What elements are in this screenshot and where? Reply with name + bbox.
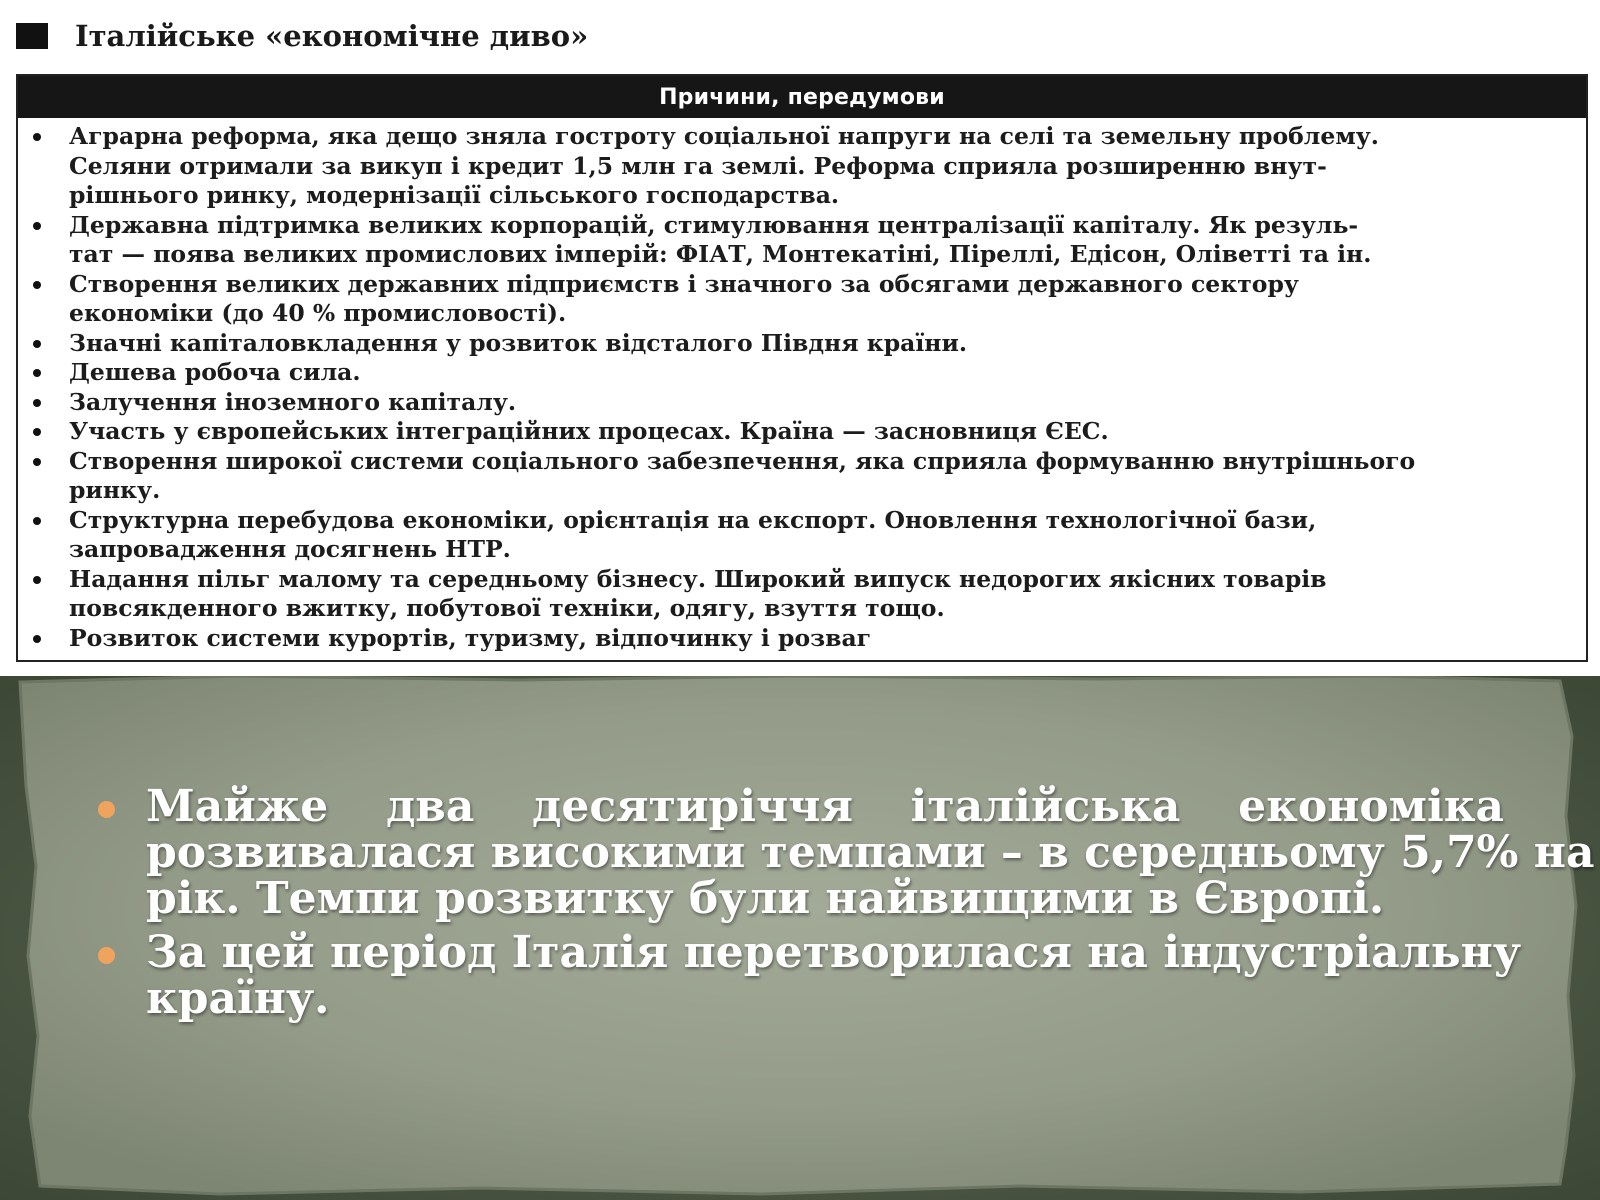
slide-bullet-text (146, 781, 1595, 924)
slide-bullet-list (96, 781, 1595, 1030)
slide-bullet-line: Майже два десятиріччя італійська економіка (146, 781, 1504, 832)
cause-list-item (18, 624, 1578, 654)
cause-line: тат — поява великих промислових імперій: ФІАТ, Монтекатіні, Піреллі, Едісон, Оліветті та ін. (69, 240, 1372, 268)
cause-list-item (18, 122, 1578, 211)
cause-list-item (18, 270, 1578, 329)
cause-line: економіки (до 40 % промисловості). (69, 299, 567, 327)
cause-line: Розвиток системи курортів, туризму, відпочинку і розваг (69, 623, 872, 652)
cause-line: Створення великих державних підприємств і значного за обсягами державного сектору (69, 269, 1299, 298)
slide-bullet-text (146, 927, 1522, 1024)
cause-line: Значні капіталовкладення у розвиток відсталого Півдня країни. (69, 328, 968, 357)
cause-line: Надання пільг малому та середньому бізнесу. Широкий випуск недорогих якісних товарів (69, 564, 1327, 593)
cause-list-item (18, 358, 1578, 388)
document-heading-text: Італійське «економічне диво» (75, 19, 589, 53)
causes-list (18, 118, 1586, 653)
cause-list-item (18, 506, 1578, 565)
square-bullet-icon (16, 23, 48, 49)
cause-list-item (18, 211, 1578, 270)
table-header: Причини, передумови (18, 76, 1586, 118)
slide-bullet-line: країну. (146, 973, 330, 1024)
slide-bullet-item (96, 781, 1595, 924)
cause-line: Дешева робоча сила. (69, 358, 361, 386)
cause-line: ринку. (69, 476, 161, 504)
slide-bullet-line: розвивалася високими темпами – в середньому 5,7% на (146, 827, 1595, 878)
slide-bullet-line: За цей період Італія перетворилася на індустріальну (146, 927, 1522, 978)
cause-line: запровадження досягнень НТР. (69, 535, 511, 563)
cause-list-item (18, 417, 1578, 447)
cause-line: Державна підтримка великих корпорацій, стимулювання централізації капіталу. Як резуль- (69, 210, 1359, 239)
cause-line: Створення широкої системи соціального забезпечення, яка сприяла формуванню внутрішнього (69, 446, 1416, 475)
causes-table (16, 74, 1588, 662)
slide-area (0, 676, 1600, 1200)
cause-list-item (18, 329, 1578, 359)
cause-line: Участь у європейських інтеграційних процесах. Країна — засновниця ЄЕС. (69, 417, 1109, 445)
cause-list-item (18, 565, 1578, 624)
orange-bullet-icon (98, 801, 115, 818)
cause-list-item (18, 388, 1578, 418)
cause-line: рішнього ринку, модернізації сільського господарства. (69, 181, 840, 209)
slide-bullet-line: рік. Темпи розвитку були найвищими в Європі. (146, 873, 1385, 924)
cause-line: Аграрна реформа, яка дещо зняла гостроту соціальної напруги на селі та земельну проблему. (69, 122, 1379, 150)
cause-list-item (18, 447, 1578, 506)
cause-line: Селяни отримали за викуп і кредит 1,5 млн га землі. Реформа сприяла розширенню внут- (69, 151, 1327, 180)
cause-line: Залучення іноземного капіталу. (69, 387, 517, 416)
document-heading (16, 14, 588, 58)
cause-line: повсякденного вжитку, побутової техніки, одягу, взуття тощо. (69, 594, 945, 622)
cause-line: Структурна перебудова економіки, орієнтація на експорт. Оновлення технологічної бази, (69, 505, 1317, 534)
orange-bullet-icon (98, 947, 115, 964)
slide-bullet-item (96, 927, 1522, 1024)
